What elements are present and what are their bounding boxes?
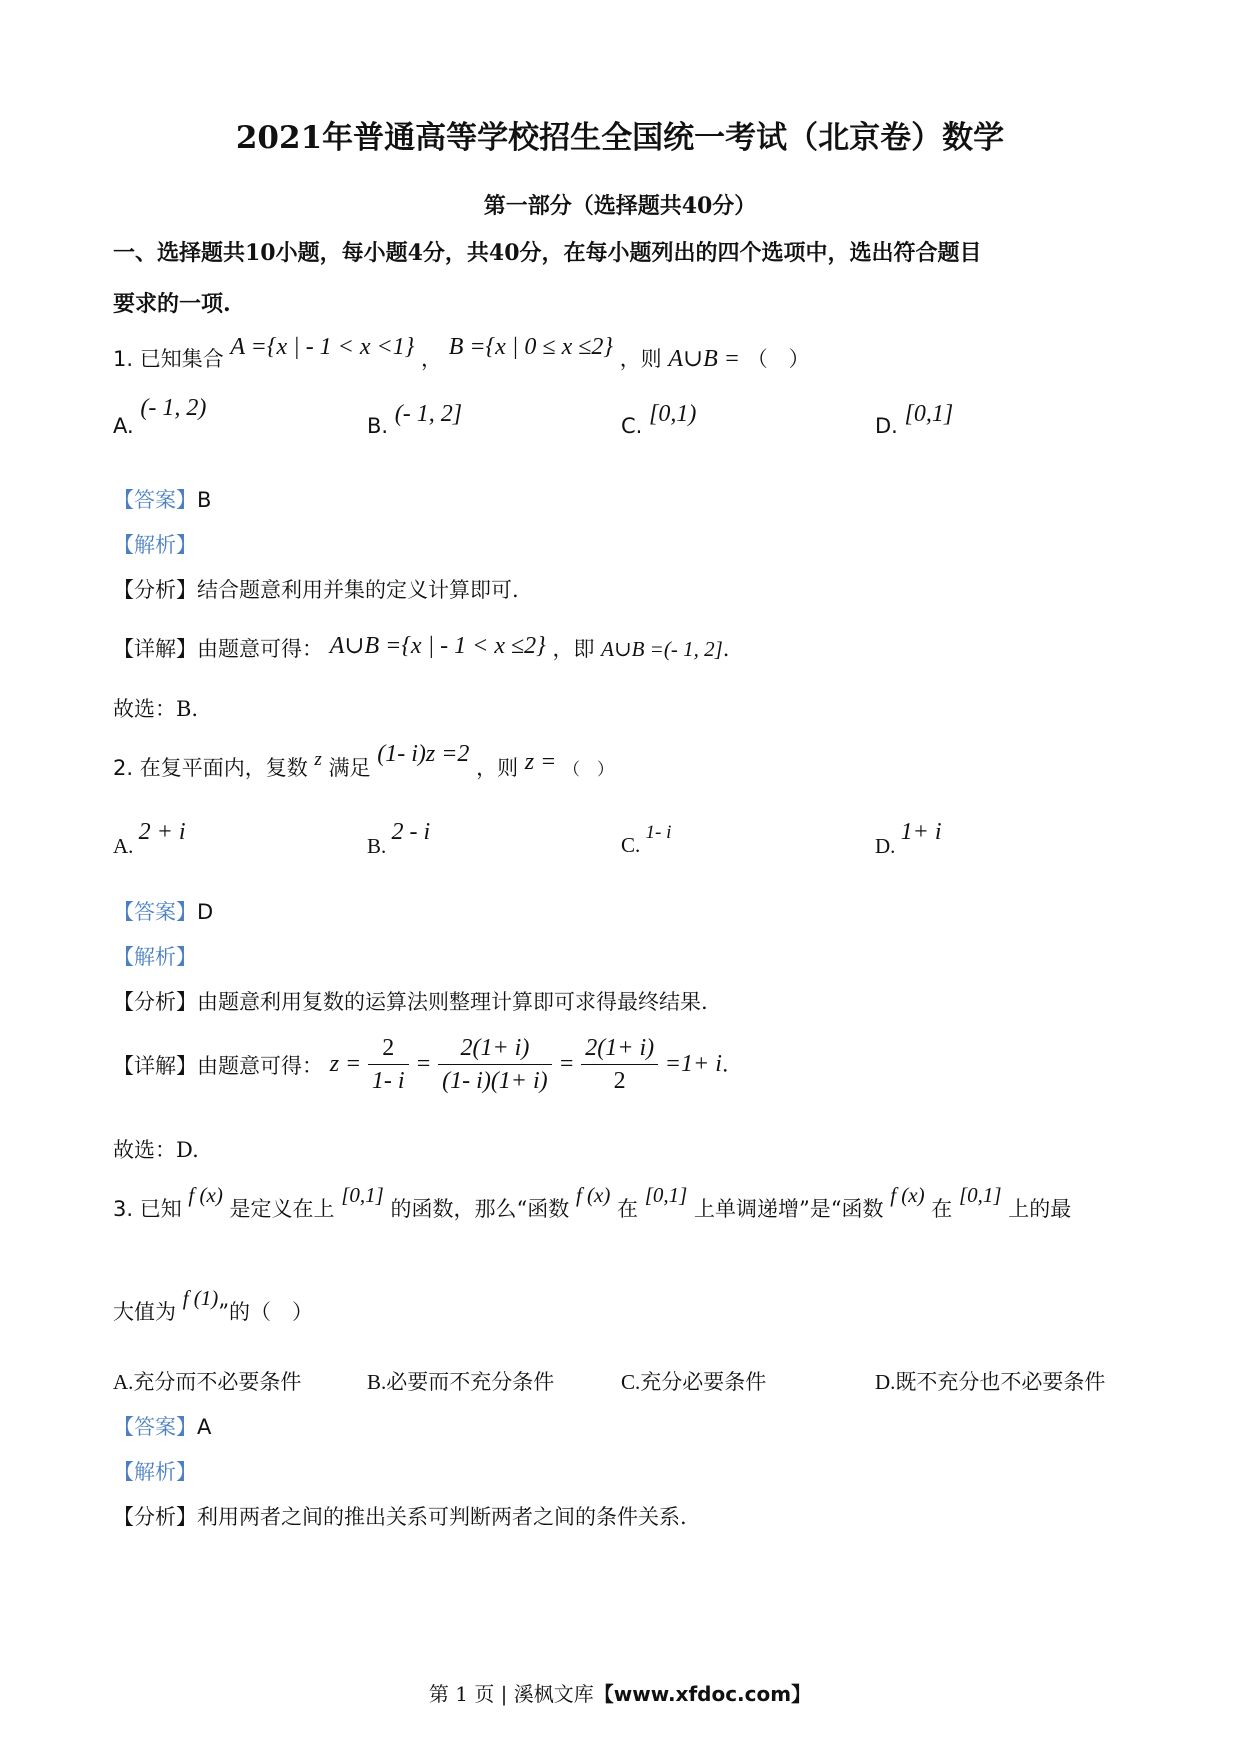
fraction-1: $\frac{2}{1- i}$ bbox=[368, 1032, 409, 1097]
q3-option-c: C.充分必要条件 bbox=[621, 1370, 767, 1394]
question-3-stem-line2: 大值为 f (1)”的（ ） bbox=[113, 1286, 314, 1324]
q2-option-b: B. 2 - i bbox=[367, 819, 431, 858]
question-text: ，则 bbox=[619, 347, 662, 371]
question-1-stem bbox=[113, 334, 810, 373]
calc-lhs: z = bbox=[329, 1051, 362, 1077]
answer-paren: （ ） bbox=[563, 760, 614, 780]
page-footer bbox=[0, 1678, 1240, 1707]
union-expression: A∪B = bbox=[668, 346, 740, 372]
q3-jiexi: 【解析】 bbox=[113, 1460, 197, 1484]
q2-answer: 【答案】D bbox=[113, 900, 214, 924]
part-heading: 第一部分（选择题共40分） bbox=[483, 193, 757, 219]
fraction-2: $\frac{2(1+ i)}{(1- i)(1+ i)}$ bbox=[438, 1032, 552, 1097]
question-text: ，则 bbox=[476, 756, 519, 780]
q2-jiexi: 【解析】 bbox=[113, 945, 197, 969]
q3-option-b: B.必要而不充分条件 bbox=[367, 1370, 555, 1394]
q2-guxuan: 故选：D. bbox=[113, 1138, 199, 1162]
q1-answer: 【答案】B bbox=[113, 488, 212, 512]
f1-math: f (1) bbox=[182, 1286, 219, 1310]
q1-option-d: D. [0,1] bbox=[875, 401, 954, 438]
interval-math: [0,1] bbox=[644, 1183, 688, 1207]
q1-option-b: B. (- 1, 2] bbox=[367, 401, 463, 438]
question-number: 2. bbox=[113, 756, 134, 780]
question-number: 3. bbox=[113, 1197, 134, 1221]
z-expression: z = bbox=[524, 749, 557, 775]
interval-math: [0,1] bbox=[341, 1183, 384, 1207]
q1-fenxi: 【分析】结合题意利用并集的定义计算即可. bbox=[113, 578, 519, 602]
q1-xiangjie: 【详解】由题意可得： A∪B ={x | - 1 < x ≤2} ，即 A∪B =(- 1, 2]. bbox=[113, 633, 730, 661]
footer-text: 第 1 页 | 溪枫文库 bbox=[428, 1682, 594, 1706]
equation-math: (1- i)z =2 bbox=[377, 741, 470, 767]
question-3-stem-line1: 3. 已知 f (x) 是定义在上 [0,1] 的函数，那么“函数 f (x) 在 [0,1] 上单调递增”是“函数 f (x) 在 [0,1] 上的最 bbox=[113, 1183, 1072, 1221]
z-variable: z bbox=[314, 749, 322, 770]
set-b-math: B ={x | 0 ≤ x ≤2} bbox=[448, 334, 613, 360]
q1-option-c: C. [0,1) bbox=[621, 401, 697, 438]
q2-fenxi: 【分析】由题意利用复数的运算法则整理计算即可求得最终结果. bbox=[113, 990, 708, 1014]
calc-result: =1+ i bbox=[664, 1051, 722, 1077]
q3-option-a: A.充分而不必要条件 bbox=[113, 1370, 302, 1394]
section-instruction-line2: 要求的一项. bbox=[113, 291, 231, 317]
interval-result-math: A∪B =(- 1, 2] bbox=[601, 637, 723, 661]
q2-xiangjie: 【详解】由题意可得： z = $\frac{2}{1- i}$ = $\frac{2(1+ i)}{(1- i)(1+ i)}$ = $\frac{2(1+ i)}{2}$ =1+ i. bbox=[113, 1032, 729, 1097]
question-text: 在复平面内，复数 bbox=[139, 756, 308, 780]
q1-option-a: A. (- 1, 2) bbox=[113, 395, 207, 438]
q1-guxuan: 故选：B. bbox=[113, 697, 199, 721]
question-text: 满足 bbox=[328, 756, 371, 780]
question-text: ， bbox=[421, 347, 443, 371]
q2-option-a: A. 2 + i bbox=[113, 819, 186, 858]
section-instruction-line1: 一、选择题共10小题，每小题4分，共40分，在每小题列出的四个选项中，选出符合题目 bbox=[113, 240, 982, 266]
page-title: 2021年普通高等学校招生全国统一考试（北京卷）数学 bbox=[235, 120, 1005, 156]
interval-math: [0,1] bbox=[958, 1183, 1002, 1207]
answer-letter: D bbox=[197, 900, 214, 924]
question-2-stem bbox=[113, 741, 614, 782]
question-text: 已知集合 bbox=[139, 347, 224, 371]
fx-math: f (x) bbox=[575, 1183, 611, 1207]
q3-fenxi: 【分析】利用两者之间的推出关系可判断两者之间的条件关系. bbox=[113, 1505, 687, 1529]
q3-answer: 【答案】A bbox=[113, 1415, 212, 1439]
answer-letter: B bbox=[197, 488, 212, 512]
fx-math: f (x) bbox=[890, 1183, 925, 1207]
answer-letter: A bbox=[197, 1415, 212, 1439]
question-number: 1. bbox=[113, 347, 134, 371]
q2-option-d: D. 1+ i bbox=[875, 819, 942, 858]
fraction-3: $\frac{2(1+ i)}{2}$ bbox=[581, 1032, 658, 1097]
q1-jiexi: 【解析】 bbox=[113, 533, 197, 557]
fx-math: f (x) bbox=[188, 1183, 223, 1207]
q2-option-c: C. 1- i bbox=[621, 822, 672, 857]
q3-option-d: D.既不充分也不必要条件 bbox=[875, 1370, 1106, 1394]
union-result-math: A∪B ={x | - 1 < x ≤2} bbox=[329, 633, 546, 659]
footer-site-link[interactable]: 【www.xfdoc.com】 bbox=[593, 1682, 812, 1706]
answer-paren: （ ） bbox=[746, 347, 810, 371]
set-a-math: A ={x | - 1 < x <1} bbox=[230, 334, 415, 360]
